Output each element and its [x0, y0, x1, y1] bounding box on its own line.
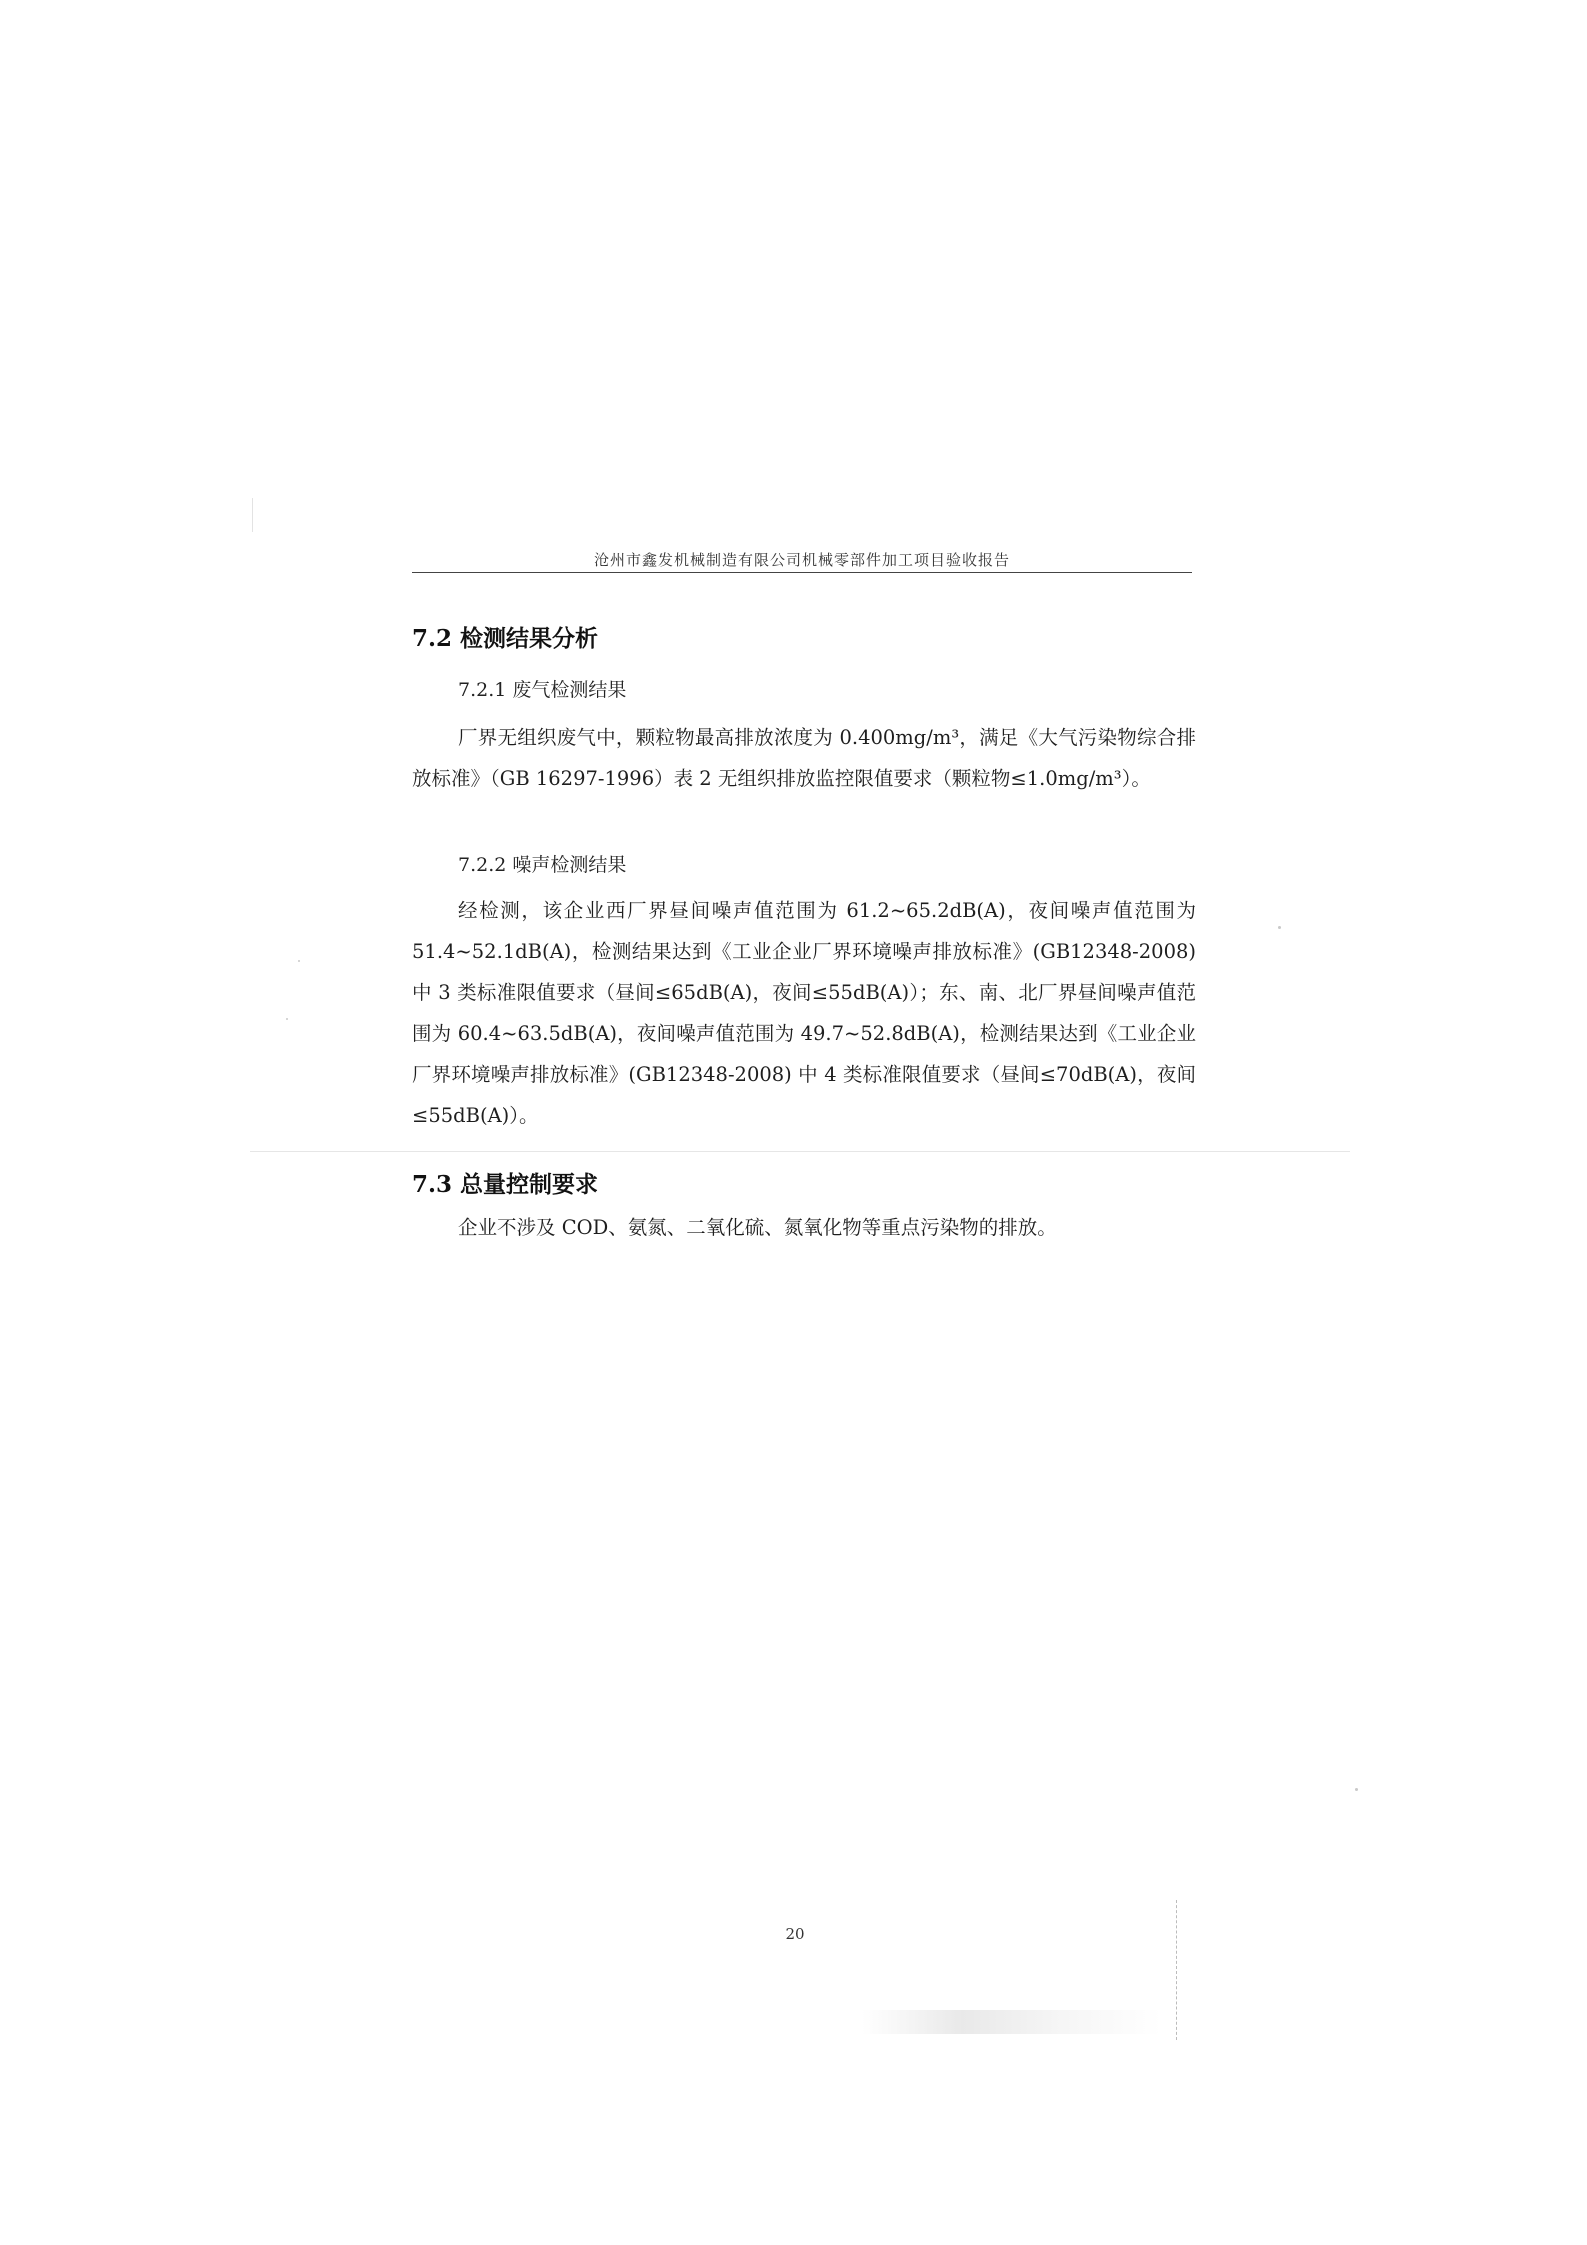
- paragraph-exhaust-results: 厂界无组织废气中，颗粒物最高排放浓度为 0.400mg/m³，满足《大气污染物综合排放标准》（GB 16297-1996）表 2 无组织排放监控限值要求（颗粒物≤1.0mg/m³）。: [412, 726, 1196, 790]
- subsection-heading-7-2-2: 7.2.2 噪声检测结果: [458, 854, 627, 876]
- paragraph-total-control: 企业不涉及 COD、氨氮、二氧化硫、氮氧化物等重点污染物的排放。: [458, 1216, 1057, 1239]
- section-heading-7-2: 7.2 检测结果分析: [412, 625, 599, 652]
- header-rule: [412, 572, 1192, 573]
- scan-speck: [1278, 926, 1281, 929]
- page-number: 20: [785, 1925, 805, 1943]
- scan-artifact: [252, 498, 253, 532]
- paragraph-noise-results: 经检测，该企业西厂界昼间噪声值范围为 61.2~65.2dB(A)，夜间噪声值范围为 51.4~52.1dB(A)，检测结果达到《工业企业厂界环境噪声排放标准》(GB12348-2008) 中 3 类标准限值要求（昼间≤65dB(A)，夜间≤55dB(A)）；东、南、北厂界昼间噪声值范围为 60.4~63.5dB(A)，夜间噪声值范围为 49.7~52.8dB(A)，检测结果达到《工业企业厂界环境噪声排放标准》(GB12348-2008) 中 4 类标准限值要求（昼间≤70dB(A)，夜间≤55dB(A)）。: [412, 899, 1196, 1127]
- scan-artifact-line: [250, 1151, 1350, 1152]
- scan-artifact-smudge: [862, 2010, 1162, 2034]
- scan-speck: [1355, 1788, 1358, 1791]
- subsection-heading-7-2-1: 7.2.1 废气检测结果: [458, 679, 627, 701]
- running-header: 沧州市鑫发机械制造有限公司机械零部件加工项目验收报告: [593, 551, 1010, 569]
- scan-speck: [298, 960, 300, 962]
- section-heading-7-3: 7.3 总量控制要求: [412, 1171, 599, 1198]
- scan-speck: [286, 1018, 288, 1020]
- scan-artifact-edge: [1176, 1900, 1177, 2040]
